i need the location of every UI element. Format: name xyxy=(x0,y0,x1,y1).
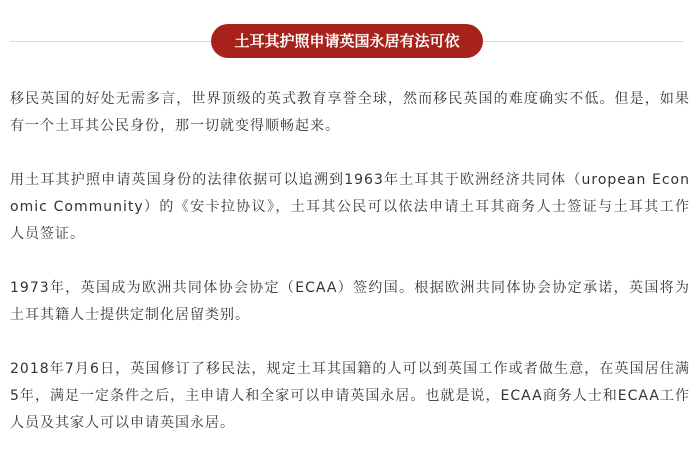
paragraph-intro: 移民英国的好处无需多言，世界顶级的英式教育享誉全球，然而移民英国的难度确实不低。但是，如果有一个土耳其公民身份，那一切就变得顺畅起来。 xyxy=(10,91,690,134)
section-title: 土耳其护照申请英国永居有法可依 xyxy=(211,24,483,58)
paragraph-2018-amendment: 2018年7月6日，英国修订了移民法，规定土耳其国籍的人可以到英国工作或者做生意，在英国居住满5年，满足一定条件之后，主申请人和全家可以申请英国永居。也就是说，ECAA商务人士和ECAA工作人员及其家人可以申请英国永居。 xyxy=(10,361,690,431)
article-body xyxy=(10,86,690,437)
section-header xyxy=(10,24,684,58)
paragraph-ecaa-1973: 1973年，英国成为欧洲共同体协会协定（ECAA）签约国。根据欧洲共同体协会协定承诺，英国将为土耳其籍人士提供定制化居留类别。 xyxy=(10,280,690,323)
paragraph-legal-basis: 用土耳其护照申请英国身份的法律依据可以追溯到1963年土耳其于欧洲经济共同体（uropean Economic Community）的《安卡拉协议》，土耳其公民可以依法申请土耳其商务人士签证与土耳其工作人员签证。 xyxy=(10,172,690,242)
